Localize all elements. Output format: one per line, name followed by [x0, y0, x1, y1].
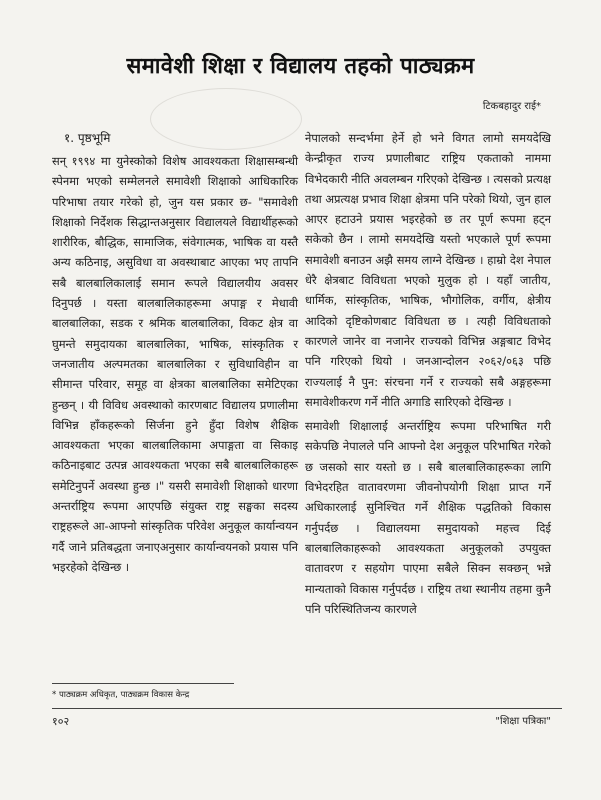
left-paragraph-1: सन् १९९४ मा युनेस्कोको विशेष आवश्यकता शिक्षासम्बन्धी स्पेनमा भएको सम्मेलनले समावेशी शिक्षाको आधिकारिक परिभाषा तयार गरेको हो, जुन यस प्रकार छ- "समावेशी शिक्षाको निर्देशक सिद्धान्तअनुसार विद्यालयले विद्यार्थीहरूको शारीरिक, बौद्धिक, सामाजिक, संवेगात्मक, भाषिक वा यस्तै अन्य कठिनाइ, असुविधा वा अवस्थाबाट आएका भए तापनि सबै बालबालिकालाई समान रूपले विद्यालयीय अवसर दिनुपर्छ । यस्ता बालबालिकाहरूमा अपाङ्ग र मेधावी बालबालिका, सडक र श्रमिक बालबालिका, विकट क्षेत्र वा घुमन्ते समुदायका बालबालिका, भाषिक, सांस्कृतिक र जनजातीय अल्पमतका बालबालिका र सुविधाविहीन वा सीमान्त परिवार, समूह वा क्षेत्रका बालबालिका समेटिएका हुन्छन् । यी विविध अवस्थाको कारणबाट विद्यालय प्रणालीमा विभिन्न हाँकहरूको सिर्जना हुने हुँदा विशेष शैक्षिक आवश्यकता भएका बालबालिकामा अपाङ्गता वा सिकाइ कठिनाइबाट उत्पन्न आवश्यकता भएका सबै बालबालिकाहरू समेटिनुपर्ने अवस्था हुन्छ ।" यसरी समावेशी शिक्षाको धारणा अन्तर्राष्ट्रिय रूपमा आएपछि संयुक्त राष्ट्र सङ्घका सदस्य राष्ट्रहरूले आ-आफ्नो सांस्कृतिक परिवेश अनुकूल कार्यान्वयन गर्दै जाने प्रतिबद्धता जनाएअनुसार कार्यान्वयनको प्रयास पनि भइरहेको देखिन्छ ।: [52, 154, 298, 574]
page-number: १०२: [52, 715, 70, 728]
left-column: [52, 128, 298, 577]
right-column: [305, 128, 551, 619]
right-paragraph-2: समावेशी शिक्षालाई अन्तर्राष्ट्रिय रूपमा परिभाषित गरी सकेपछि नेपालले पनि आफ्नो देश अनुकूल परिभाषित गरेको छ जसको सार यस्तो छ । सबै बालबालिकाहरूका लागि विभेदरहित वातावरणमा जीवनोपयोगी शिक्षा प्राप्त गर्ने अधिकारलाई सुनिश्चित गर्ने शैक्षिक पद्धतिको विकास गर्नुपर्दछ । विद्यालयमा समुदायको महत्त्व दिई बालबालिकाहरूको आवश्यकता अनुकूलको उपयुक्त वातावरण र सहयोग पाएमा सबैले सिक्न सक्छन् भन्ने मान्यताको विकास गर्नुपर्दछ । राष्ट्रिय तथा स्थानीय तहमा कुनै पनि परिस्थितिजन्य कारणले: [305, 419, 551, 616]
article-title: समावेशी शिक्षा र विद्यालय तहको पाठ्यक्रम: [126, 54, 475, 79]
section-heading: १. पृष्ठभूमि: [64, 131, 111, 145]
footer-rule: [52, 708, 562, 709]
journal-name: "शिक्षा पत्रिका": [495, 716, 551, 727]
author-name: टिकबहादुर राई*: [482, 101, 541, 112]
right-paragraph-1: नेपालको सन्दर्भमा हेर्ने हो भने विगत लामो समयदेखि केन्द्रीकृत राज्य प्रणालीबाट राष्ट्रिय एकताको नाममा विभेदकारी नीति अवलम्बन गरिएको देखिन्छ । त्यसको प्रत्यक्ष तथा अप्रत्यक्ष प्रभाव शिक्षा क्षेत्रमा पनि परेको थियो, जुन हाल आएर हटाउने प्रयास भइरहेको छ तर पूर्ण रूपमा हट्न सकेको छैन । लामो समयदेखि यस्तो भएकाले पूर्ण रूपमा समावेशी बनाउन अझै समय लाग्ने देखिन्छ । हाम्रो देश नेपाल धेरै क्षेत्रबाट विविधता भएको मुलुक हो । यहाँ जातीय, धार्मिक, सांस्कृतिक, भाषिक, भौगोलिक, वर्गीय, क्षेत्रीय आदिको दृष्टिकोणबाट विविधता छ । त्यही विविधताको कारणले जानेर वा नजानेर राज्यको विभिन्न अङ्गबाट विभेद पनि गरिएको थियो । जनआन्दोलन २०६२/०६३ पछि राज्यलाई नै पुन: संरचना गर्ने र राज्यको सबै अङ्गहरूमा समावेशीकरण गर्ने नीति अगाडि सारिएको देखिन्छ ।: [305, 131, 551, 409]
footnote-rule: [52, 683, 234, 684]
footnote: * पाठ्यक्रम अधिकृत, पाठ्यक्रम विकास केन्द्र: [52, 690, 190, 700]
